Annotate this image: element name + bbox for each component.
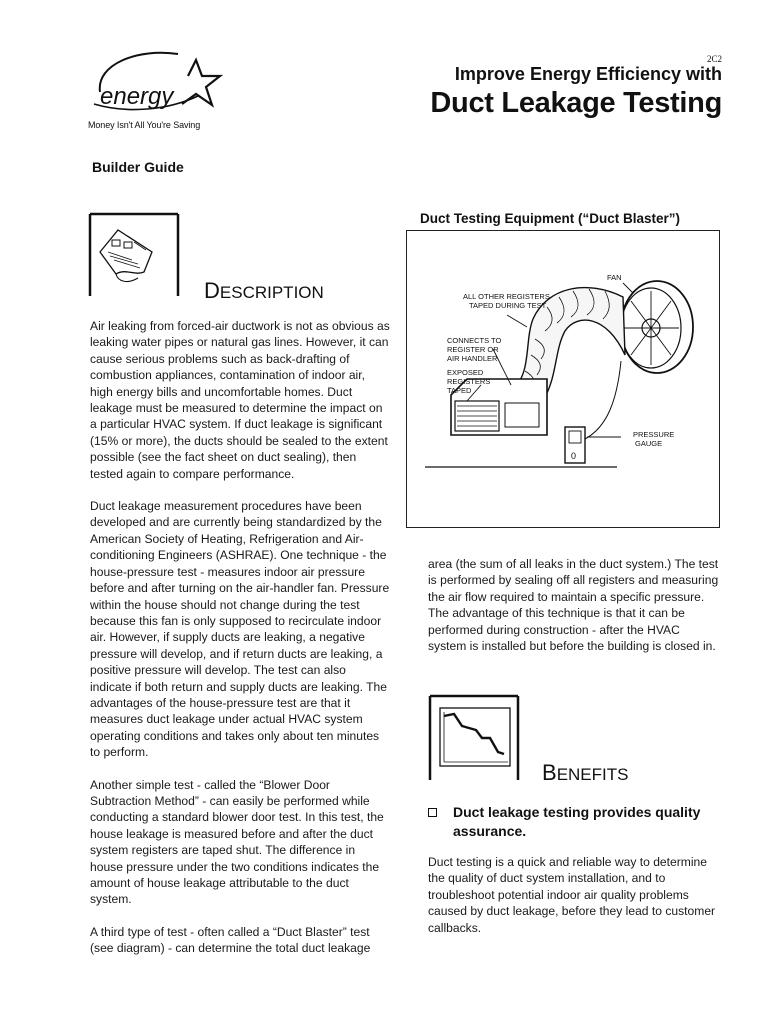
duct-blaster-figure — [406, 230, 720, 528]
description-heading-rest: ESCRIPTION — [219, 283, 324, 302]
chart-icon — [428, 694, 520, 780]
description-paragraph-3: Another simple test - called the “Blower Door Subtraction Method” - can easily be performed while conducting a standard blower door test. In this test, the house leakage is measured before and after the duct system registers are taped shut. The difference in house pressure under the two conditions indicates the amount of house leakage attributable to the duct system. — [90, 777, 384, 907]
logo-tagline: Money Isn't All You're Saving — [88, 120, 201, 130]
checkbox-icon — [428, 808, 437, 817]
label-gauge-1: PRESSURE — [633, 430, 675, 439]
gauge-display: 0 — [571, 451, 577, 461]
energy-star-logo — [88, 42, 238, 134]
benefits-heading-rest: ENEFITS — [556, 765, 629, 784]
duct-blaster-diagram — [407, 231, 719, 527]
benefits-heading — [542, 760, 628, 786]
description-paragraph-4: A third type of test - often called a “Duct Blaster” test (see diagram) - can determine the total duct leakage — [90, 924, 371, 956]
label-exposed-2: REGISTERS — [447, 377, 491, 386]
document-icon-graphic — [88, 212, 180, 296]
description-paragraph-1: Air leaking from forced-air ductwork is not as obvious as leaking water pipes or natural gas lines. However, it can cause serious problems such as back-drafting of combustion appliances, contamination of indoor air, high energy bills and uncomfortable homes. Duct leakage must be measured to determine the impact on a particular HVAC system. If duct leakage is significant (15% or more), the ducts should be sealed to the extent possible (see the fact sheet on duct sealing), then tested again to compare performance. — [90, 319, 390, 481]
description-heading — [204, 278, 324, 304]
description-body — [90, 318, 390, 973]
benefit-bullet — [428, 803, 728, 841]
builder-guide-label: Builder Guide — [92, 159, 184, 175]
label-gauge-2: GAUGE — [635, 439, 663, 448]
figure-caption: Duct Testing Equipment (“Duct Blaster”) — [420, 211, 681, 226]
page-subtitle: Improve Energy Efficiency with — [454, 64, 722, 84]
description-paragraph-2: Duct leakage measurement procedures have been developed and are currently being standardized by the American Society of Heating, Refrigeration and Air-conditioning Engineers (ASHRAE). One technique - the house-pressure test - measures indoor air pressure before and after turning on the air-handler fan. Pressure within the house should not change during the test because this fan is only supposed to recirculate indoor air. However, if supply ducts are leaking, a negative pressure will develop, and if return ducts are leaking, a positive pressure will develop. The test can also indicate if both return and supply ducts are leaking. The advantages of the house-pressure test are that it measures duct leakage under actual HVAC system operating conditions and takes only about ten minutes to perform. — [90, 499, 390, 760]
benefit-bullet-text: Duct leakage testing provides quality assurance. — [453, 804, 701, 839]
benefits-paragraph: Duct testing is a quick and reliable way to determine the quality of duct system installation, and to troubleshoot potential indoor air quality problems caused by duct leakage, before they lead to customer callbacks. — [428, 855, 716, 935]
page-title: Duct Leakage Testing — [430, 87, 722, 119]
chart-icon-line — [444, 714, 504, 754]
label-connects-3: AIR HANDLER — [447, 354, 498, 363]
label-connects-1: CONNECTS TO — [447, 336, 502, 345]
document-code: 2C2 — [706, 54, 722, 64]
benefits-heading-cap: B — [542, 760, 557, 785]
logo-word: energy — [100, 83, 174, 110]
label-exposed-3: TAPED — [447, 386, 472, 395]
duct-blaster-continued-text: area (the sum of all leaks in the duct system.) The test is performed by sealing off all registers and measuring the air flow required to maintain a specific pressure. The advantage of this technique is that it can be performed during construction - after the HVAC system is installed but before the building is closed in. — [428, 557, 719, 654]
label-connects-2: REGISTER OR — [447, 345, 499, 354]
label-fan: FAN — [607, 273, 622, 282]
label-registers-taped-1: ALL OTHER REGISTERS — [463, 292, 550, 301]
energy-star-logo-graphic — [88, 42, 238, 122]
document-icon — [88, 212, 180, 296]
label-exposed-1: EXPOSED — [447, 368, 484, 377]
description-heading-cap: D — [204, 278, 220, 303]
chart-icon-graphic — [428, 694, 520, 780]
label-registers-taped-2: TAPED DURING TEST — [469, 301, 547, 310]
